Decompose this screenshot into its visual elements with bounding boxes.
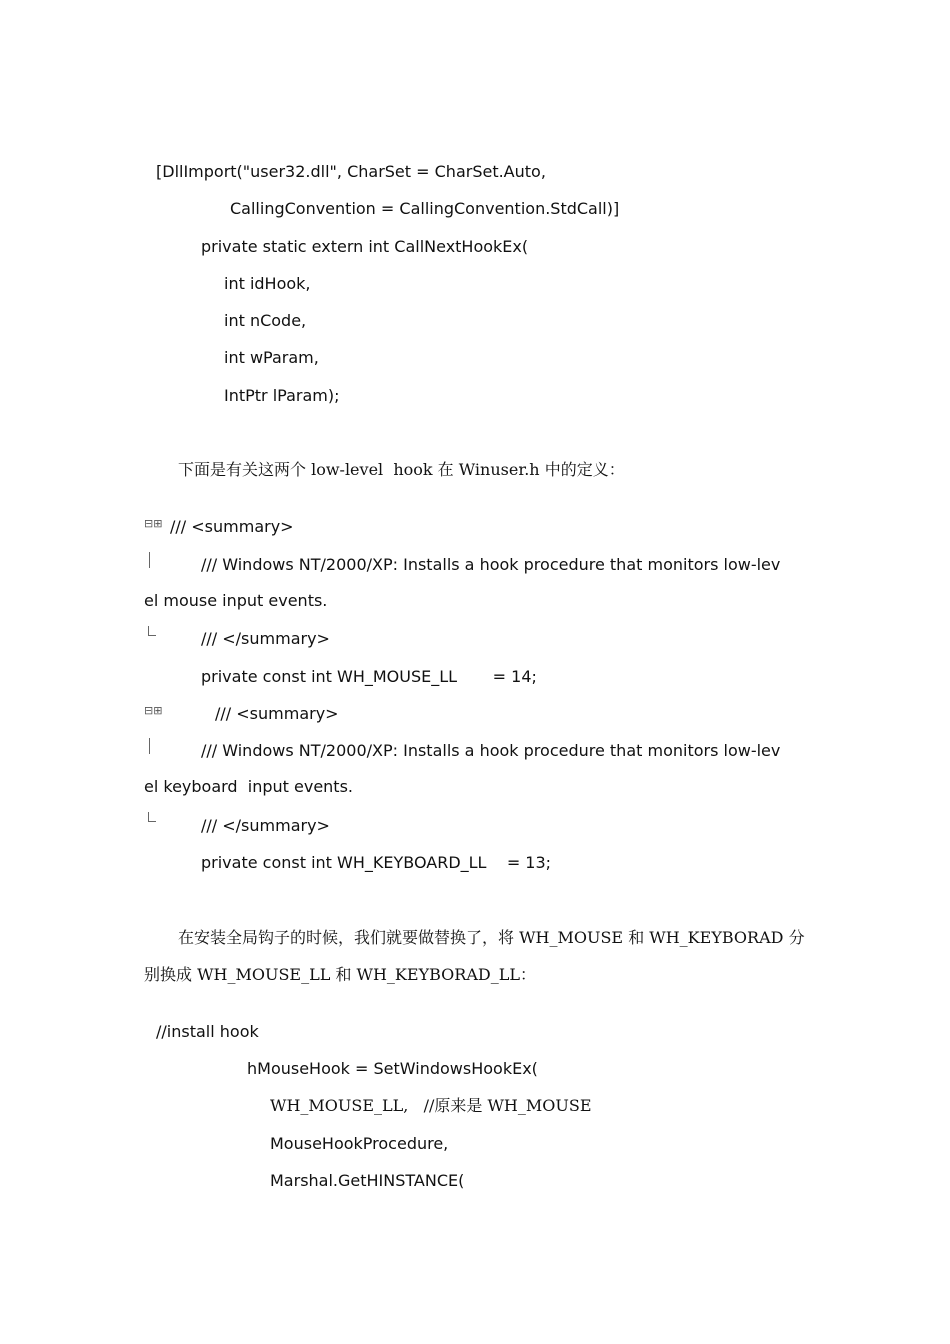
- paragraph-replace-hooks-line1: 在安装全局钩子的时候，我们就要做替换了，将 WH_MOUSE 和 WH_KEYBORAD 分: [178, 928, 805, 947]
- code-doc-keyboard-line2: el keyboard input events.: [144, 777, 353, 796]
- code-param-ncode: int nCode,: [224, 311, 307, 330]
- code-arg-mousehookprocedure: MouseHookProcedure,: [270, 1134, 449, 1153]
- outline-bar-icon: [149, 552, 150, 568]
- code-setwindowshookex-call: hMouseHook = SetWindowsHookEx(: [247, 1059, 538, 1078]
- code-dllimport-line: [DllImport("user32.dll", CharSet = CharSet.Auto,: [156, 162, 546, 181]
- outline-end-icon: [148, 812, 156, 822]
- code-install-hook-comment: //install hook: [156, 1022, 259, 1041]
- code-doc-mouse-line2: el mouse input events.: [144, 591, 328, 610]
- code-const-wh-keyboard-ll: private const int WH_KEYBOARD_LL = 13;: [201, 853, 552, 872]
- collapse-toggle-icon[interactable]: ⊟⊞: [144, 517, 163, 530]
- collapse-toggle-icon[interactable]: ⊟⊞: [144, 704, 163, 717]
- outline-end-icon: [148, 626, 156, 636]
- code-arg-gethinstance: Marshal.GetHINSTANCE(: [270, 1171, 465, 1190]
- code-arg-wh-mouse-ll: WH_MOUSE_LL, //原来是 WH_MOUSE: [270, 1096, 592, 1115]
- paragraph-replace-hooks-line2: 别换成 WH_MOUSE_LL 和 WH_KEYBORAD_LL：: [144, 965, 536, 984]
- code-callnexthookex-decl: private static extern int CallNextHookEx(: [201, 237, 529, 256]
- paragraph-lowlevel-hook-intro: 下面是有关这两个 low-level hook 在 Winuser.h 中的定义：: [178, 460, 625, 479]
- outline-bar-icon: [149, 738, 150, 754]
- code-param-lparam: IntPtr lParam);: [224, 386, 340, 405]
- code-param-wparam: int wParam,: [224, 348, 319, 367]
- code-summary-open: /// <summary>: [215, 704, 339, 723]
- code-const-wh-mouse-ll: private const int WH_MOUSE_LL = 14;: [201, 667, 537, 686]
- code-summary-open: /// <summary>: [170, 517, 294, 536]
- code-calling-convention-line: CallingConvention = CallingConvention.StdCall)]: [230, 199, 620, 218]
- code-doc-mouse-line1: /// Windows NT/2000/XP: Installs a hook procedure that monitors low-lev: [201, 555, 781, 574]
- code-doc-keyboard-line1: /// Windows NT/2000/XP: Installs a hook procedure that monitors low-lev: [201, 741, 781, 760]
- code-summary-close: /// </summary>: [201, 816, 330, 835]
- code-summary-close: /// </summary>: [201, 629, 330, 648]
- code-param-idhook: int idHook,: [224, 274, 311, 293]
